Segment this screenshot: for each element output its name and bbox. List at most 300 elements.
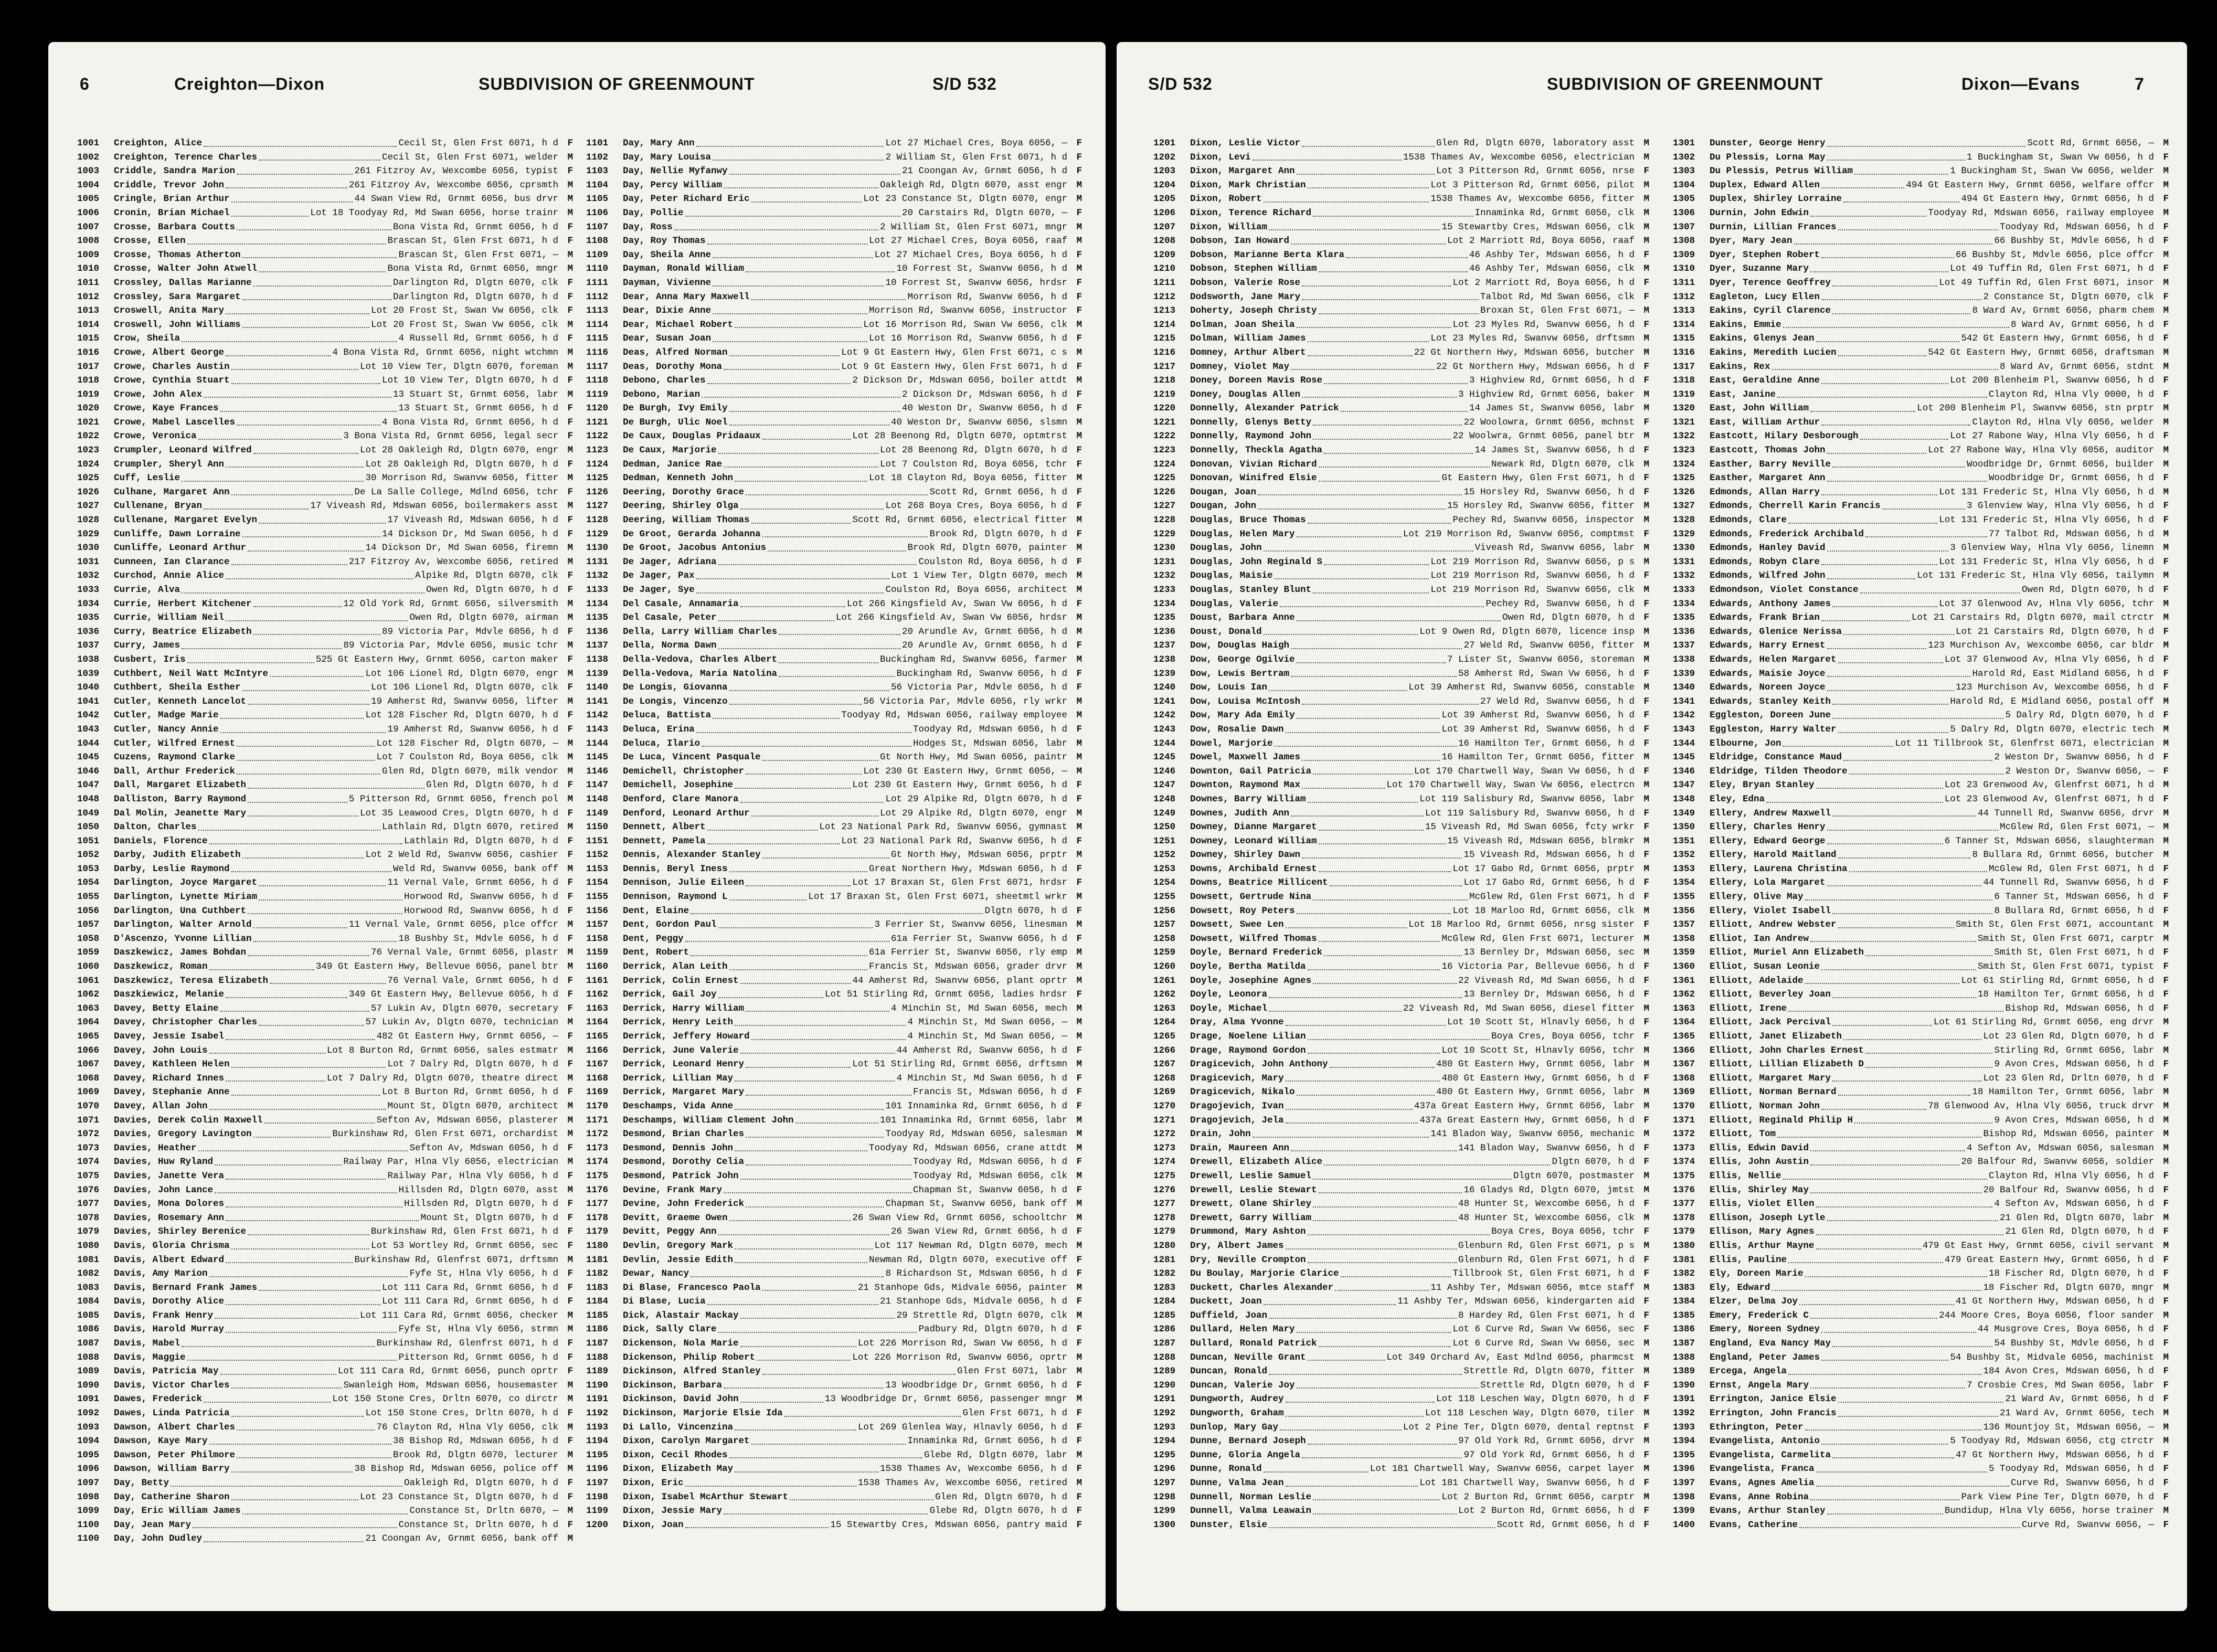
address-occupation: 40 Weston Dr, Swanvw 6056, h d — [901, 403, 1067, 414]
gender: F — [567, 1226, 573, 1237]
resident-name: De Longis, Vincenzo — [623, 696, 728, 707]
leader-dots — [1821, 374, 1948, 384]
gender: M — [1643, 1352, 1649, 1363]
resident-name: Davey, John Louis — [114, 1045, 208, 1056]
resident-name: Dragojevich, Jela — [1190, 1115, 1284, 1126]
entry-number: 1010 — [77, 263, 100, 274]
directory-entry — [1673, 778, 2169, 792]
resident-name: Dixon, Leslie Victor — [1190, 138, 1301, 149]
address-occupation: Brook Rd, Dlgtn 6070, painter — [907, 543, 1067, 554]
address-occupation: 40 Weston Dr, Swanvw 6056, slsmn — [890, 417, 1067, 428]
gender: M — [1076, 892, 1082, 903]
address-occupation: 22 Viveash Rd, Md Swan 6056, h d — [1458, 975, 1635, 986]
entry-number: 1398 — [1673, 1491, 1695, 1502]
entry-number: 1379 — [1673, 1226, 1695, 1237]
entry-number: 1290 — [1153, 1380, 1176, 1391]
address-occupation: Oakleigh Rd, Dlgtn 6070, h d — [404, 1478, 558, 1488]
resident-name: Dungworth, Graham — [1190, 1408, 1284, 1419]
entry-number: 1377 — [1673, 1199, 1695, 1210]
address-occupation: 123 Murchison Av, Wexcombe 6056, car bldr — [1928, 640, 2154, 651]
entry-number: 1096 — [77, 1464, 100, 1475]
gender: M — [1643, 1003, 1649, 1014]
directory-entry — [77, 1351, 573, 1365]
directory-entry — [1153, 1421, 1649, 1435]
resident-name: Della-Vedova, Maria Natolina — [623, 668, 778, 679]
address-occupation: 6 Tanner St, Mdswan 6056, slaughterman — [1944, 835, 2154, 846]
gender: M — [1643, 1464, 1649, 1475]
entry-number: 1095 — [77, 1449, 100, 1460]
gender: F — [2163, 1394, 2169, 1405]
address-occupation: Curve Rd, Swanvw 6056, h d — [2010, 1478, 2154, 1488]
leader-dots — [746, 876, 851, 886]
gender: F — [567, 1268, 573, 1279]
address-occupation: McGlew Rd, Glen Frst 6071, h d — [1469, 892, 1635, 903]
leader-dots — [1832, 1337, 1992, 1347]
directory-entry — [77, 569, 573, 583]
directory-entry — [586, 1239, 1082, 1253]
entry-number: 1215 — [1153, 333, 1176, 344]
leader-dots — [1319, 1183, 1462, 1194]
directory-entry — [77, 597, 573, 611]
directory-entry — [586, 695, 1082, 709]
gender: F — [2163, 1003, 2169, 1014]
address-occupation: 15 Viveash Rd, Md Swan 6056, fcty wrkr — [1425, 822, 1635, 833]
resident-name: Dixon, Eric — [623, 1478, 684, 1488]
directory-entry — [1153, 834, 1649, 849]
entry-number: 1023 — [77, 445, 100, 456]
entry-number: 1363 — [1673, 1003, 1695, 1014]
entry-number: 1221 — [1153, 417, 1176, 428]
directory-entry — [1673, 151, 2169, 165]
resident-name: Deschamps, Vida Anne — [623, 1100, 734, 1111]
address-occupation: Lot 226 Morrison Rd, Swan Vw 6056, h d — [857, 1338, 1067, 1349]
entry-number: 1282 — [1153, 1268, 1176, 1279]
gender: M — [1643, 1366, 1649, 1377]
entry-number: 1378 — [1673, 1212, 1695, 1223]
gender: M — [1076, 1129, 1082, 1140]
gender: M — [567, 445, 573, 456]
directory-entry — [586, 429, 1082, 443]
resident-name: Durnin, John Edwin — [1710, 207, 1809, 218]
directory-entry — [1153, 1364, 1649, 1379]
address-occupation: 4 Sefton Av, Mdswan 6056, salesman — [1966, 1142, 2154, 1153]
gender: F — [1643, 473, 1649, 484]
leader-dots — [1319, 834, 1446, 845]
gender: M — [567, 556, 573, 567]
directory-entry — [1673, 1379, 2169, 1393]
entry-number: 1117 — [586, 361, 609, 372]
gender: F — [2163, 333, 2169, 344]
leader-dots — [226, 1072, 325, 1082]
address-occupation: 56 Victoria Par, Mdvle 6056, rly wrkr — [863, 696, 1067, 707]
leader-dots — [242, 681, 369, 691]
resident-name: Crowe, Albert George — [114, 347, 225, 358]
gender: F — [1076, 1100, 1082, 1111]
entry-number: 1367 — [1673, 1059, 1695, 1070]
resident-name: Elliot, Muriel Ann Elizabeth — [1710, 947, 1864, 958]
leader-dots — [762, 848, 889, 859]
leader-dots — [1324, 374, 1468, 384]
gender: M — [567, 1157, 573, 1168]
gender: F — [567, 166, 573, 177]
address-occupation: Hillsden Rd, Dlgtn 6070, asst — [398, 1184, 558, 1195]
directory-entry — [1153, 318, 1649, 332]
entry-number: 1199 — [586, 1506, 609, 1517]
directory-entry — [77, 988, 573, 1002]
address-occupation: 2 Weston Dr, Swanvw 6056, h d — [1994, 752, 2154, 763]
gender: M — [2163, 1310, 2169, 1321]
resident-name: Cunneen, Ian Clarance — [114, 556, 230, 567]
resident-name: Dennis, Beryl Iness — [623, 863, 728, 874]
entry-number: 1194 — [586, 1436, 609, 1447]
address-occupation: Lot 23 Glen Rd, Drltn 6070, h d — [1983, 1073, 2154, 1084]
resident-name: Davis, Bernard Frank James — [114, 1282, 258, 1293]
address-occupation: Stirling Rd, Grnmt 6056, labr — [1994, 1045, 2154, 1056]
gender: M — [2163, 808, 2169, 819]
resident-name: Davies, Rosemary Ann — [114, 1212, 225, 1223]
leader-dots — [226, 1197, 402, 1208]
entry-number: 1190 — [586, 1380, 609, 1391]
address-occupation: 101 Innaminka Rd, Grnmt 6056, labr — [879, 1115, 1067, 1126]
entry-number: 1162 — [586, 989, 609, 1000]
resident-name: Derrick, Harry William — [623, 1003, 745, 1014]
gender: M — [2163, 724, 2169, 735]
resident-name: Day, Pollie — [623, 207, 684, 218]
leader-dots — [226, 458, 364, 468]
leader-dots — [1258, 485, 1462, 496]
gender: F — [2163, 1449, 2169, 1460]
gender: M — [1643, 585, 1649, 595]
address-occupation: 19 Amherst Rd, Swanvw 6056, lifter — [370, 696, 558, 707]
entry-number: 1228 — [1153, 515, 1176, 526]
address-occupation: 18 Bushby St, Mdvle 6056, h d — [398, 933, 558, 944]
resident-name: Elliott, Andrew Webster — [1710, 919, 1837, 930]
resident-name: Della, Larry William Charles — [623, 626, 778, 637]
leader-dots — [1838, 220, 1998, 231]
directory-entry — [586, 499, 1082, 513]
entry-number: 1079 — [77, 1226, 100, 1237]
directory-entry — [1673, 904, 2169, 918]
address-occupation: Constance St, Drltn 6070, — — [409, 1506, 558, 1517]
leader-dots — [204, 388, 391, 398]
gender: F — [2163, 1380, 2169, 1391]
address-occupation: Lot 8 Burton Rd, Grnmt 6056, h d — [381, 1087, 558, 1098]
gender: M — [567, 947, 573, 958]
entry-number: 1358 — [1673, 933, 1695, 944]
leader-dots — [1838, 653, 1943, 663]
address-occupation: Lathlain Rd, Dlgtn 6070, retired — [381, 822, 558, 833]
resident-name: Cullenane, Margaret Evelyn — [114, 515, 258, 526]
address-occupation: Lot 200 Blenheim Pl, Swanvw 6056, stn prptr — [1917, 403, 2154, 414]
address-occupation: Bona Vista Rd, Grnmt 6056, mngr — [387, 263, 558, 274]
entry-number: 1184 — [586, 1296, 609, 1307]
entry-number: 1091 — [77, 1394, 100, 1405]
leader-dots — [1805, 1421, 1982, 1431]
directory-entry — [1673, 1392, 2169, 1406]
address-occupation: 89 Victoria Par, Mdvle 6056, music tchr — [343, 640, 558, 651]
entry-number: 1072 — [77, 1129, 100, 1140]
address-occupation: Talbot Rd, Md Swan 6056, clk — [1480, 291, 1635, 302]
leader-dots — [724, 178, 878, 189]
leader-dots — [242, 527, 380, 538]
leader-dots — [209, 1267, 408, 1277]
leader-dots — [784, 1406, 961, 1417]
resident-name: Crowe, Cynthia Stuart — [114, 375, 230, 386]
entry-number: 1386 — [1673, 1324, 1695, 1335]
directory-entry — [586, 848, 1082, 862]
entry-number: 1078 — [77, 1212, 100, 1223]
directory-entry — [1673, 667, 2169, 681]
address-occupation: 46 Ashby Ter, Mdswan 6056, h d — [1469, 249, 1635, 260]
leader-dots — [1849, 765, 2004, 775]
resident-name: Downs, Beatrice Millicent — [1190, 877, 1328, 888]
resident-name: Drewell, Leslie Stewart — [1190, 1184, 1317, 1195]
resident-name: Dayman, Vivienne — [623, 277, 712, 288]
entry-number: 1178 — [586, 1212, 609, 1223]
address-occupation: 16 Gladys Rd, Dlgtn 6070, jmtst — [1463, 1184, 1635, 1195]
entry-number: 1218 — [1153, 375, 1176, 386]
leader-dots — [1832, 708, 2003, 719]
leader-dots — [248, 904, 402, 915]
resident-name: Dunnell, Valma Leawain — [1190, 1506, 1312, 1517]
gender: M — [567, 263, 573, 274]
running-head: Dixon—Evans — [1961, 75, 2081, 93]
entry-number: 1309 — [1673, 249, 1695, 260]
address-occupation: Lot 23 Constance St, Dlgtn 6070, h d — [359, 1491, 558, 1502]
leader-dots — [1297, 708, 1440, 719]
gender: F — [1643, 1031, 1649, 1042]
resident-name: Davis, Mabel — [114, 1338, 181, 1349]
leader-dots — [1821, 485, 1937, 496]
gender: M — [1076, 1142, 1082, 1153]
directory-entry — [77, 262, 573, 276]
resident-name: Crumpler, Sheryl Ann — [114, 459, 225, 470]
resident-name: Dewar, Nancy — [623, 1268, 690, 1279]
resident-name: Darby, Leslie Raymond — [114, 863, 230, 874]
directory-entry — [586, 318, 1082, 332]
address-occupation: 66 Bushby St, Mdvle 6056, plce offcr — [1955, 249, 2154, 260]
gender: F — [1643, 822, 1649, 833]
directory-entry — [586, 151, 1082, 165]
address-occupation: 494 Gt Eastern Hwy, Grnmt 6056, h d — [1961, 194, 2154, 205]
entry-number: 1006 — [77, 207, 100, 218]
resident-name: Ethrington, Peter — [1710, 1422, 1804, 1433]
gender: F — [567, 1199, 573, 1210]
directory-entry — [1153, 695, 1649, 709]
entry-number: 1375 — [1673, 1170, 1695, 1181]
directory-entry — [77, 862, 573, 876]
gender: M — [567, 1310, 573, 1321]
resident-name: Crowe, Charles Austin — [114, 361, 230, 372]
address-occupation: Lot 2 Pine Ter, Dlgtn 6070, dental reptnst — [1403, 1422, 1635, 1433]
resident-name: D'Ascenzo, Yvonne Lillian — [114, 933, 252, 944]
leader-dots — [253, 932, 397, 943]
resident-name: Derrick, Margaret Mary — [623, 1087, 745, 1098]
gender: F — [1643, 668, 1649, 679]
gender: M — [1076, 919, 1082, 930]
leader-dots — [231, 1406, 364, 1417]
entry-number: 1028 — [77, 515, 100, 526]
address-occupation: Darlington Rd, Dlgtn 6070, h d — [393, 291, 558, 302]
directory-entry — [1673, 541, 2169, 555]
entry-number: 1097 — [77, 1478, 100, 1488]
resident-name: Dear, Michael Robert — [623, 319, 734, 330]
resident-name: Derrick, Colin Ernest — [623, 975, 739, 986]
gender: M — [567, 1506, 573, 1517]
leader-dots — [171, 1476, 402, 1487]
gender: M — [1076, 1003, 1082, 1014]
directory-entry — [1673, 1044, 2169, 1058]
leader-dots — [182, 639, 342, 649]
leader-dots — [226, 611, 408, 621]
resident-name: De Jager, Adriana — [623, 556, 717, 567]
address-occupation: 3 Glenview Way, Hlna Vly 6056, linemn — [1950, 543, 2154, 554]
address-occupation: Coulston Rd, Boya 6056, architect — [885, 585, 1067, 595]
resident-name: Dow, Rosalie Dawn — [1190, 724, 1284, 735]
leader-dots — [746, 1002, 889, 1012]
entry-number: 1303 — [1673, 166, 1695, 177]
address-occupation: 8 Bullara Rd, Grnmt 6056, butcher — [1972, 850, 2154, 861]
address-occupation: 480 Gt Eastern Hwy, Grnmt 6056, labr — [1436, 1059, 1635, 1070]
resident-name: Ellison, Joseph Lytle — [1710, 1212, 1826, 1223]
entry-number: 1271 — [1153, 1115, 1176, 1126]
leader-dots — [1827, 136, 2026, 147]
resident-name: Demichell, Christopher — [623, 766, 745, 777]
gender: F — [1076, 793, 1082, 804]
gender: M — [567, 961, 573, 972]
resident-name: Dalton, Charles — [114, 822, 197, 833]
gender: F — [2163, 263, 2169, 274]
gender: F — [1076, 361, 1082, 372]
address-occupation: Lot 18 Toodyay Rd, Md Swan 6056, horse trainr — [310, 207, 558, 218]
directory-entry — [1673, 1239, 2169, 1253]
leader-dots — [1854, 164, 1948, 175]
leader-dots — [713, 151, 884, 161]
address-occupation: 5 Dalry Rd, Dlgtn 6070, h d — [2005, 710, 2154, 721]
directory-entry — [1153, 1044, 1649, 1058]
resident-name: Dayman, Ronald William — [623, 263, 745, 274]
directory-entry — [586, 1448, 1082, 1463]
leader-dots — [1816, 1225, 2004, 1235]
resident-name: Ellery, Harold Maitland — [1710, 850, 1837, 861]
gender: F — [1643, 1519, 1649, 1530]
gender: F — [567, 515, 573, 526]
leader-dots — [1827, 834, 1943, 845]
directory-entry — [77, 541, 573, 555]
resident-name: East, Janine — [1710, 389, 1776, 400]
directory-entry — [1153, 1351, 1649, 1365]
address-occupation: 26 Swan View Rd, Grnmt 6056, h d — [890, 1226, 1067, 1237]
address-occupation: Lot 21 Carstairs Rd, Dlgtn 6070, mail ctrctr — [1911, 612, 2154, 623]
gender: M — [1076, 626, 1082, 637]
directory-entry — [77, 876, 573, 890]
entry-number: 1385 — [1673, 1310, 1695, 1321]
directory-entry — [1153, 1406, 1649, 1421]
address-occupation: Sefton Av, Mdswan 6056, h d — [409, 1142, 558, 1153]
address-occupation: Tillbrook St, Glen Frst 6071, h d — [1452, 1268, 1635, 1279]
address-occupation: 44 Tunnell Rd, Swanvw 6056, drvr — [1977, 808, 2154, 819]
address-occupation: Scott Rd, Grnmt 6056, h d — [929, 486, 1067, 497]
directory-entry — [586, 1490, 1082, 1505]
gender: F — [567, 850, 573, 861]
leader-dots — [685, 1476, 856, 1487]
address-occupation: 8 Bullara Rd, Grnmt 6056, h d — [1994, 905, 2154, 916]
leader-dots — [724, 458, 878, 468]
directory-entry — [1153, 541, 1649, 555]
gender: M — [1076, 1449, 1082, 1460]
resident-name: Doyle, Bernard Frederick — [1190, 947, 1323, 958]
directory-entry — [1673, 946, 2169, 960]
directory-entry — [1153, 1518, 1649, 1532]
directory-entry — [77, 1225, 573, 1239]
address-occupation: 14 James St, Swanvw 6056, h d — [1475, 445, 1635, 456]
leader-dots — [735, 318, 862, 329]
resident-name: Day, Mary Ann — [623, 138, 695, 149]
resident-name: Dixon, Carolyn Margaret — [623, 1436, 750, 1447]
gender: F — [1643, 486, 1649, 497]
gender: F — [1076, 668, 1082, 679]
directory-entry — [586, 541, 1082, 555]
entry-number: 1140 — [586, 682, 609, 693]
entry-number: 1046 — [77, 766, 100, 777]
resident-name: Eakins, Meredith Lucien — [1710, 347, 1837, 358]
resident-name: Curchod, Annie Alice — [114, 570, 225, 581]
address-occupation: 3 Bona Vista Rd, Grnmt 6056, legal secr — [343, 431, 558, 442]
entry-number: 1008 — [77, 236, 100, 247]
entry-number: 1279 — [1153, 1226, 1176, 1237]
resident-name: Drewell, Elizabeth Alice — [1190, 1157, 1323, 1168]
leader-dots — [1269, 1309, 1457, 1319]
directory-entry — [586, 1085, 1082, 1099]
gender: F — [567, 431, 573, 442]
address-occupation: 21 Ward Av, Grnmt 6056, h d — [2005, 1394, 2154, 1405]
address-occupation: Lot 106 Lionel Rd, Dlgtn 6070, clk — [370, 682, 558, 693]
address-occupation: Padbury Rd, Dlgtn 6070, h d — [918, 1324, 1067, 1335]
resident-name: Dickenson, Nola Marie — [623, 1338, 739, 1349]
resident-name: Davis, Patricia May — [114, 1366, 219, 1377]
address-occupation: 9 Avon Cres, Mdswan 6056, h d — [1994, 1115, 2154, 1126]
directory-entry — [1153, 1197, 1649, 1211]
gender: M — [567, 207, 573, 218]
resident-name: Curry, James — [114, 640, 181, 651]
resident-name: East, John William — [1710, 403, 1809, 414]
directory-entry — [1153, 960, 1649, 974]
entry-number: 1214 — [1153, 319, 1176, 330]
entry-number: 1305 — [1673, 194, 1695, 205]
gender: F — [2163, 877, 2169, 888]
address-occupation: 17 Viveash Rd, Mdswan 6056, h d — [387, 515, 558, 526]
resident-name: Donnelly, Alexander Patrick — [1190, 403, 1339, 414]
gender: M — [567, 1184, 573, 1195]
directory-entry — [1153, 583, 1649, 597]
resident-name: Elliott, Reginald Philip H — [1710, 1115, 1853, 1126]
leader-dots — [729, 1211, 851, 1222]
resident-name: Derrick, Lillian May — [623, 1073, 734, 1084]
address-occupation: Horwood Rd, Swanvw 6056, h d — [404, 905, 558, 916]
leader-dots — [259, 1015, 364, 1026]
address-occupation: 479 Gt East Hwy, Grnmt 6056, civil servant — [1922, 1240, 2154, 1251]
leader-dots — [713, 276, 884, 287]
address-occupation: 4 Minchin St, Md Swan 6056, — — [907, 1017, 1067, 1028]
resident-name: Davis, Victor Charles — [114, 1380, 230, 1391]
gender: F — [1643, 1115, 1649, 1126]
resident-name: Darlington, Joyce Margaret — [114, 877, 258, 888]
directory-entry — [1153, 429, 1649, 443]
leader-dots — [1324, 555, 1429, 566]
leader-dots — [1783, 318, 2009, 329]
address-occupation: Mount St, Dlgtn 6070, h d — [420, 1212, 558, 1223]
resident-name: Dunnell, Norman Leslie — [1190, 1491, 1312, 1502]
